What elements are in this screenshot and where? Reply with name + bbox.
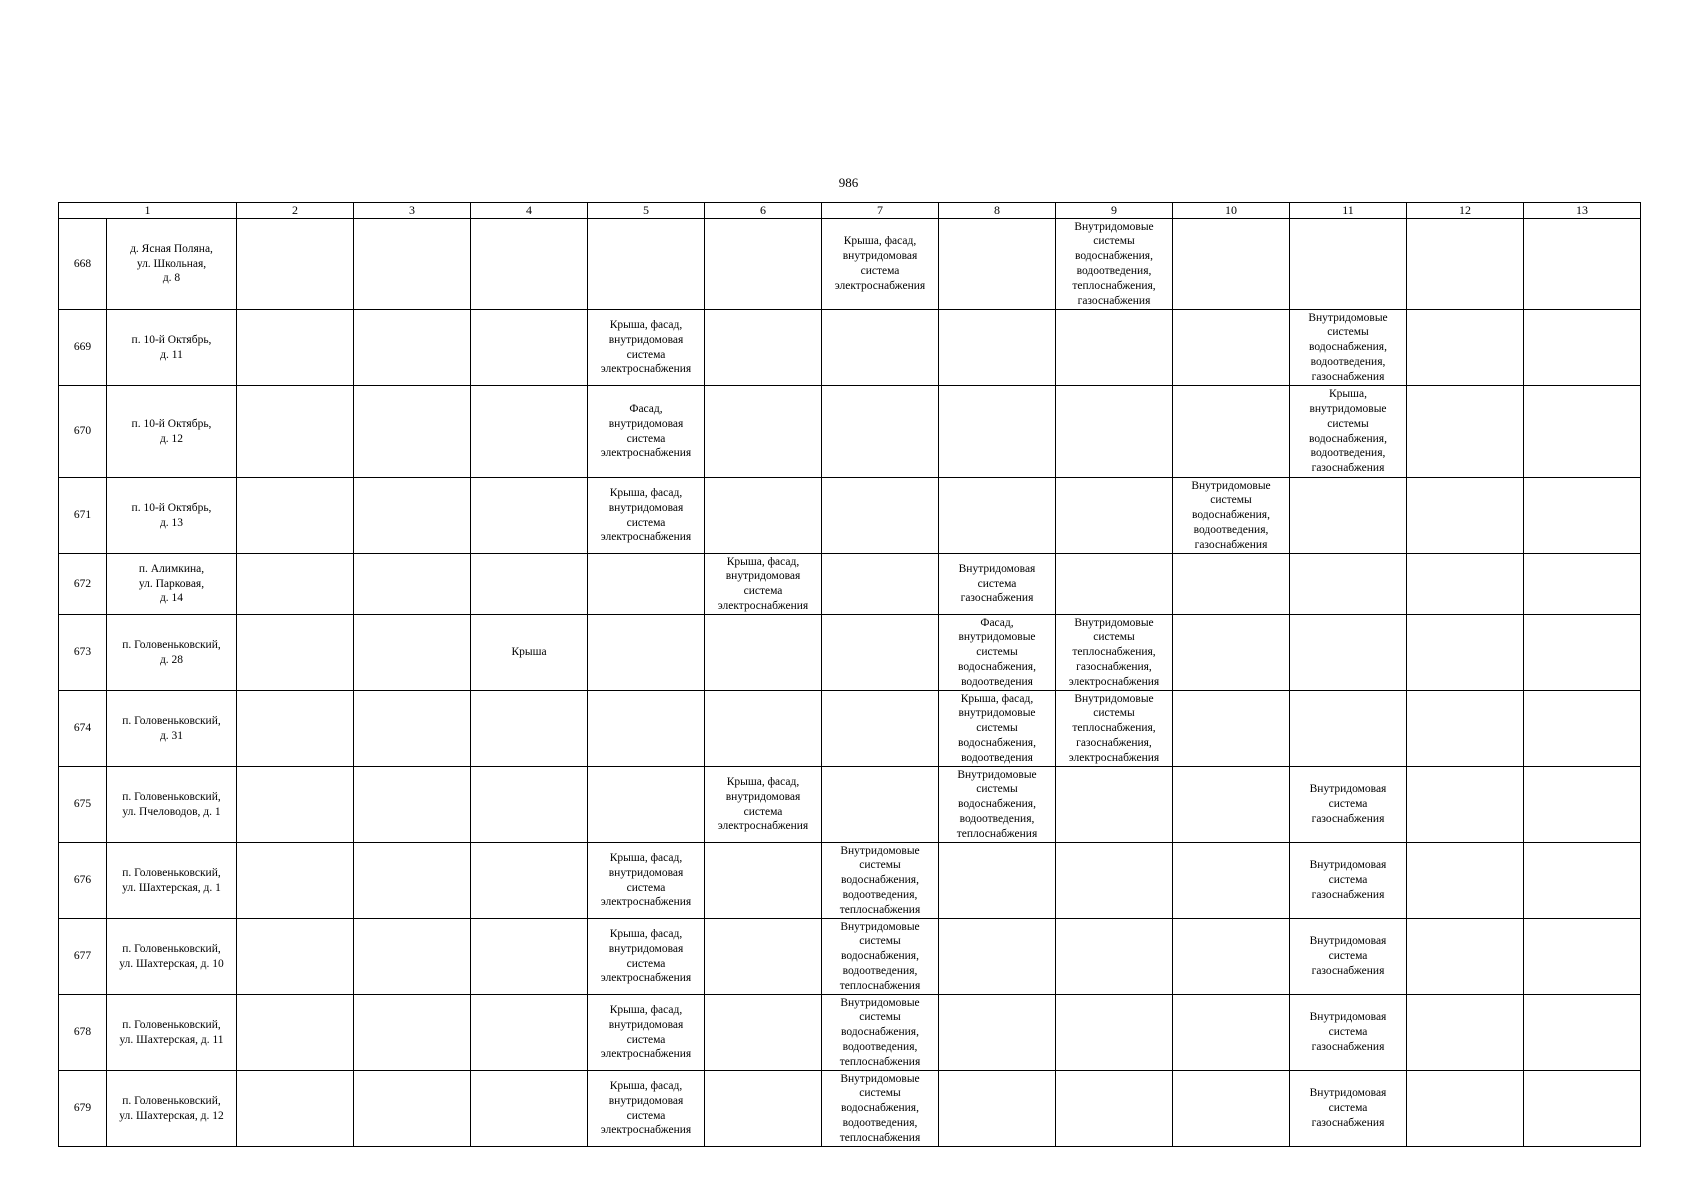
cell-col-6 bbox=[705, 478, 822, 554]
cell-col-9 bbox=[1056, 995, 1173, 1071]
row-number-text: 676 bbox=[73, 874, 92, 887]
cell-col-9 bbox=[1056, 219, 1173, 310]
cell-col-2 bbox=[237, 219, 354, 310]
cell-col-6 bbox=[705, 219, 822, 310]
column-header-3: 3 bbox=[354, 203, 471, 219]
cell-col-5 bbox=[588, 219, 705, 310]
column-header-9: 9 bbox=[1056, 203, 1173, 219]
cell-col-5-text: Крыша, фасад, внутридомовая система электроснабжения bbox=[600, 486, 692, 544]
address-cell bbox=[107, 995, 237, 1071]
column-header-5: 5 bbox=[588, 203, 705, 219]
cell-col-8 bbox=[939, 691, 1056, 767]
cell-col-13 bbox=[1524, 1071, 1641, 1147]
cell-col-12 bbox=[1407, 995, 1524, 1071]
row-number-text: 675 bbox=[73, 798, 92, 811]
cell-col-13 bbox=[1524, 919, 1641, 995]
cell-col-11 bbox=[1290, 691, 1407, 767]
repair-schedule-table bbox=[58, 202, 1641, 1147]
cell-col-9 bbox=[1056, 843, 1173, 919]
cell-col-11 bbox=[1290, 219, 1407, 310]
cell-col-7 bbox=[822, 615, 939, 691]
table-row bbox=[59, 995, 1641, 1071]
cell-col-9-text: Внутридомовые системы теплоснабжения, газоснабжения, электроснабжения bbox=[1068, 616, 1160, 689]
cell-col-7-text: Внутридомовые системы водоснабжения, водоотведения, теплоснабжения bbox=[839, 996, 921, 1069]
cell-col-4 bbox=[471, 843, 588, 919]
cell-col-5-text: Крыша, фасад, внутридомовая система электроснабжения bbox=[600, 851, 692, 909]
address-cell bbox=[107, 219, 237, 310]
cell-col-3 bbox=[354, 1071, 471, 1147]
cell-col-4 bbox=[471, 919, 588, 995]
cell-col-4 bbox=[471, 615, 588, 691]
cell-col-4 bbox=[471, 310, 588, 386]
cell-col-11-text: Внутридомовая система газоснабжения bbox=[1309, 859, 1387, 901]
cell-col-6-text: Крыша, фасад, внутридомовая система электроснабжения bbox=[717, 775, 809, 833]
cell-col-12 bbox=[1407, 615, 1524, 691]
row-number bbox=[59, 478, 107, 554]
cell-col-3 bbox=[354, 919, 471, 995]
cell-col-4 bbox=[471, 691, 588, 767]
cell-col-3 bbox=[354, 843, 471, 919]
cell-col-11-text: Внутридомовая система газоснабжения bbox=[1309, 783, 1387, 825]
cell-col-9 bbox=[1056, 310, 1173, 386]
cell-col-10 bbox=[1173, 843, 1290, 919]
cell-col-3 bbox=[354, 386, 471, 478]
cell-col-9 bbox=[1056, 1071, 1173, 1147]
row-number-text: 670 bbox=[73, 425, 92, 438]
cell-col-5-text: Крыша, фасад, внутридомовая система электроснабжения bbox=[600, 927, 692, 985]
table-row bbox=[59, 1071, 1641, 1147]
cell-col-12 bbox=[1407, 919, 1524, 995]
cell-col-4-text: Крыша bbox=[511, 646, 547, 659]
cell-col-5 bbox=[588, 1071, 705, 1147]
cell-col-7 bbox=[822, 478, 939, 554]
cell-col-10 bbox=[1173, 995, 1290, 1071]
cell-col-8-text: Внутридомовая система газоснабжения bbox=[958, 562, 1036, 605]
cell-col-8 bbox=[939, 919, 1056, 995]
cell-col-12 bbox=[1407, 386, 1524, 478]
column-header-12: 12 bbox=[1407, 203, 1524, 219]
cell-col-3 bbox=[354, 767, 471, 843]
address-cell-text: д. Ясная Поляна, ул. Школьная, д. 8 bbox=[130, 242, 213, 285]
cell-col-9-text: Внутридомовые системы водоснабжения, водоотведения, теплоснабжения, газоснабжения bbox=[1072, 220, 1156, 308]
row-number-text: 672 bbox=[73, 577, 92, 590]
row-number bbox=[59, 310, 107, 386]
cell-col-2 bbox=[237, 1071, 354, 1147]
cell-col-8 bbox=[939, 478, 1056, 554]
cell-col-4 bbox=[471, 219, 588, 310]
table-row bbox=[59, 843, 1641, 919]
cell-col-7-text: Внутридомовые системы водоснабжения, водоотведения, теплоснабжения bbox=[839, 920, 921, 993]
cell-col-5-text: Крыша, фасад, внутридомовая система электроснабжения bbox=[600, 318, 692, 376]
cell-col-7-text: Крыша, фасад, внутридомовая система электроснабжения bbox=[834, 235, 926, 292]
cell-col-2 bbox=[237, 615, 354, 691]
cell-col-8 bbox=[939, 386, 1056, 478]
cell-col-8 bbox=[939, 310, 1056, 386]
row-number bbox=[59, 554, 107, 615]
cell-col-3 bbox=[354, 478, 471, 554]
address-cell-text: п. Алимкина, ул. Парковая, д. 14 bbox=[138, 562, 205, 605]
cell-col-7 bbox=[822, 554, 939, 615]
cell-col-11 bbox=[1290, 919, 1407, 995]
cell-col-9 bbox=[1056, 554, 1173, 615]
column-header-13: 13 bbox=[1524, 203, 1641, 219]
address-cell bbox=[107, 691, 237, 767]
column-header-10: 10 bbox=[1173, 203, 1290, 219]
row-number-text: 668 bbox=[73, 257, 92, 270]
cell-col-2 bbox=[237, 310, 354, 386]
cell-col-3 bbox=[354, 554, 471, 615]
cell-col-4 bbox=[471, 995, 588, 1071]
table-row bbox=[59, 386, 1641, 478]
cell-col-9 bbox=[1056, 691, 1173, 767]
row-number-text: 671 bbox=[73, 509, 92, 522]
cell-col-11 bbox=[1290, 615, 1407, 691]
cell-col-9 bbox=[1056, 919, 1173, 995]
cell-col-3 bbox=[354, 219, 471, 310]
row-number bbox=[59, 843, 107, 919]
address-cell bbox=[107, 554, 237, 615]
column-header-11: 11 bbox=[1290, 203, 1407, 219]
cell-col-6 bbox=[705, 843, 822, 919]
cell-col-11-text: Внутридомовая система газоснабжения bbox=[1309, 1087, 1387, 1129]
table-row bbox=[59, 767, 1641, 843]
cell-col-12 bbox=[1407, 1071, 1524, 1147]
cell-col-5 bbox=[588, 310, 705, 386]
cell-col-11-text: Внутридомовая система газоснабжения bbox=[1309, 935, 1387, 977]
cell-col-11 bbox=[1290, 767, 1407, 843]
cell-col-9 bbox=[1056, 615, 1173, 691]
cell-col-6 bbox=[705, 615, 822, 691]
cell-col-5 bbox=[588, 615, 705, 691]
cell-col-12 bbox=[1407, 478, 1524, 554]
cell-col-3 bbox=[354, 995, 471, 1071]
address-cell-text: п. Головеньковский, ул. Пчеловодов, д. 1 bbox=[122, 790, 221, 818]
cell-col-10-text: Внутридомовые системы водоснабжения, водоотведения, газоснабжения bbox=[1191, 479, 1271, 552]
row-number bbox=[59, 386, 107, 478]
cell-col-2 bbox=[237, 919, 354, 995]
cell-col-4 bbox=[471, 767, 588, 843]
cell-col-12 bbox=[1407, 691, 1524, 767]
cell-col-5 bbox=[588, 691, 705, 767]
table-row bbox=[59, 310, 1641, 386]
address-cell-text: п. Головеньковский, ул. Шахтерская, д. 11 bbox=[119, 1018, 224, 1046]
address-cell-text: п. 10-й Октябрь, д. 12 bbox=[131, 417, 212, 445]
address-cell bbox=[107, 919, 237, 995]
table-row bbox=[59, 219, 1641, 310]
row-number-text: 678 bbox=[73, 1026, 92, 1039]
cell-col-8-text: Крыша, фасад, внутридомовые системы водоснабжения, водоотведения bbox=[958, 692, 1036, 765]
cell-col-6 bbox=[705, 554, 822, 615]
cell-col-8 bbox=[939, 767, 1056, 843]
cell-col-6 bbox=[705, 386, 822, 478]
cell-col-5 bbox=[588, 767, 705, 843]
cell-col-7 bbox=[822, 1071, 939, 1147]
cell-col-10 bbox=[1173, 478, 1290, 554]
cell-col-5 bbox=[588, 478, 705, 554]
cell-col-7 bbox=[822, 691, 939, 767]
column-header-4: 4 bbox=[471, 203, 588, 219]
cell-col-7 bbox=[822, 995, 939, 1071]
cell-col-11 bbox=[1290, 386, 1407, 478]
cell-col-10 bbox=[1173, 615, 1290, 691]
row-number bbox=[59, 1071, 107, 1147]
cell-col-7 bbox=[822, 386, 939, 478]
cell-col-11 bbox=[1290, 1071, 1407, 1147]
cell-col-3 bbox=[354, 691, 471, 767]
cell-col-13 bbox=[1524, 691, 1641, 767]
address-cell bbox=[107, 843, 237, 919]
row-number bbox=[59, 691, 107, 767]
table-row bbox=[59, 919, 1641, 995]
address-cell bbox=[107, 1071, 237, 1147]
cell-col-9-text: Внутридомовые системы теплоснабжения, газоснабжения, электроснабжения bbox=[1068, 692, 1160, 765]
table-row bbox=[59, 478, 1641, 554]
cell-col-5 bbox=[588, 843, 705, 919]
column-header-8: 8 bbox=[939, 203, 1056, 219]
column-header-2: 2 bbox=[237, 203, 354, 219]
table-header bbox=[59, 203, 1641, 219]
column-header-7: 7 bbox=[822, 203, 939, 219]
cell-col-5 bbox=[588, 554, 705, 615]
address-cell-text: п. 10-й Октябрь, д. 11 bbox=[131, 333, 212, 361]
cell-col-13 bbox=[1524, 310, 1641, 386]
address-cell bbox=[107, 386, 237, 478]
cell-col-6 bbox=[705, 919, 822, 995]
cell-col-13 bbox=[1524, 615, 1641, 691]
address-cell-text: п. Головеньковский, ул. Шахтерская, д. 12 bbox=[119, 1094, 224, 1122]
cell-col-5 bbox=[588, 995, 705, 1071]
address-cell-text: п. Головеньковский, д. 31 bbox=[122, 714, 221, 742]
cell-col-3 bbox=[354, 310, 471, 386]
address-cell bbox=[107, 615, 237, 691]
cell-col-10 bbox=[1173, 554, 1290, 615]
cell-col-13 bbox=[1524, 767, 1641, 843]
cell-col-10 bbox=[1173, 919, 1290, 995]
row-number bbox=[59, 995, 107, 1071]
cell-col-5-text: Крыша, фасад, внутридомовая система электроснабжения bbox=[600, 1079, 692, 1137]
address-cell-text: п. Головеньковский, ул. Шахтерская, д. 10 bbox=[119, 942, 224, 970]
address-cell bbox=[107, 310, 237, 386]
cell-col-8 bbox=[939, 1071, 1056, 1147]
address-cell-text: п. Головеньковский, ул. Шахтерская, д. 1 bbox=[122, 866, 221, 894]
cell-col-11-text: Крыша, внутридомовые системы водоснабжения, водоотведения, газоснабжения bbox=[1309, 387, 1387, 475]
row-number bbox=[59, 767, 107, 843]
cell-col-10 bbox=[1173, 219, 1290, 310]
column-header-6: 6 bbox=[705, 203, 822, 219]
cell-col-9 bbox=[1056, 386, 1173, 478]
address-cell bbox=[107, 478, 237, 554]
cell-col-9 bbox=[1056, 767, 1173, 843]
cell-col-5 bbox=[588, 386, 705, 478]
cell-col-11 bbox=[1290, 995, 1407, 1071]
cell-col-2 bbox=[237, 554, 354, 615]
cell-col-6 bbox=[705, 310, 822, 386]
cell-col-2 bbox=[237, 478, 354, 554]
header-row bbox=[59, 203, 1641, 219]
cell-col-7 bbox=[822, 767, 939, 843]
cell-col-11-text: Внутридомовая система газоснабжения bbox=[1309, 1011, 1387, 1053]
cell-col-4 bbox=[471, 554, 588, 615]
table-row bbox=[59, 691, 1641, 767]
cell-col-8-text: Фасад, внутридомовые системы водоснабжения, водоотведения bbox=[958, 616, 1036, 689]
cell-col-2 bbox=[237, 767, 354, 843]
cell-col-12 bbox=[1407, 554, 1524, 615]
cell-col-10 bbox=[1173, 1071, 1290, 1147]
row-number-text: 673 bbox=[73, 646, 92, 659]
cell-col-12 bbox=[1407, 843, 1524, 919]
cell-col-2 bbox=[237, 691, 354, 767]
cell-col-5-text: Фасад, внутридомовая система электроснабжения bbox=[600, 402, 692, 460]
cell-col-5-text: Крыша, фасад, внутридомовая система электроснабжения bbox=[600, 1003, 692, 1061]
table-row bbox=[59, 615, 1641, 691]
cell-col-9 bbox=[1056, 478, 1173, 554]
cell-col-7 bbox=[822, 919, 939, 995]
row-number-text: 674 bbox=[73, 722, 92, 735]
cell-col-4 bbox=[471, 1071, 588, 1147]
cell-col-7 bbox=[822, 219, 939, 310]
cell-col-11 bbox=[1290, 554, 1407, 615]
cell-col-8-text: Внутридомовые системы водоснабжения, водоотведения, теплоснабжения bbox=[956, 768, 1038, 841]
cell-col-4 bbox=[471, 478, 588, 554]
cell-col-6 bbox=[705, 767, 822, 843]
cell-col-10 bbox=[1173, 386, 1290, 478]
cell-col-2 bbox=[237, 386, 354, 478]
cell-col-5 bbox=[588, 919, 705, 995]
cell-col-8 bbox=[939, 995, 1056, 1071]
cell-col-13 bbox=[1524, 386, 1641, 478]
cell-col-11 bbox=[1290, 843, 1407, 919]
cell-col-13 bbox=[1524, 554, 1641, 615]
cell-col-7 bbox=[822, 843, 939, 919]
cell-col-8 bbox=[939, 554, 1056, 615]
cell-col-3 bbox=[354, 615, 471, 691]
cell-col-12 bbox=[1407, 219, 1524, 310]
cell-col-7-text: Внутридомовые системы водоснабжения, водоотведения, теплоснабжения bbox=[839, 1072, 921, 1145]
address-cell bbox=[107, 767, 237, 843]
cell-col-10 bbox=[1173, 691, 1290, 767]
cell-col-11 bbox=[1290, 478, 1407, 554]
cell-col-8 bbox=[939, 843, 1056, 919]
cell-col-7 bbox=[822, 310, 939, 386]
cell-col-2 bbox=[237, 843, 354, 919]
cell-col-6 bbox=[705, 1071, 822, 1147]
cell-col-13 bbox=[1524, 219, 1641, 310]
cell-col-13 bbox=[1524, 995, 1641, 1071]
address-cell-text: п. Головеньковский, д. 28 bbox=[122, 638, 221, 666]
cell-col-8 bbox=[939, 219, 1056, 310]
cell-col-12 bbox=[1407, 310, 1524, 386]
cell-col-13 bbox=[1524, 478, 1641, 554]
cell-col-10 bbox=[1173, 310, 1290, 386]
row-number-text: 669 bbox=[73, 341, 92, 354]
cell-col-7-text: Внутридомовые системы водоснабжения, водоотведения, теплоснабжения bbox=[839, 844, 921, 917]
row-number-text: 679 bbox=[73, 1102, 92, 1115]
page-number: 986 bbox=[838, 175, 859, 190]
cell-col-6 bbox=[705, 691, 822, 767]
cell-col-8 bbox=[939, 615, 1056, 691]
cell-col-12 bbox=[1407, 767, 1524, 843]
row-number-text: 677 bbox=[73, 950, 92, 963]
cell-col-6-text: Крыша, фасад, внутридомовая система электроснабжения bbox=[717, 555, 809, 613]
row-number bbox=[59, 219, 107, 310]
cell-col-4 bbox=[471, 386, 588, 478]
row-number bbox=[59, 615, 107, 691]
cell-col-11-text: Внутридомовые системы водоснабжения, водоотведения, газоснабжения bbox=[1308, 311, 1388, 384]
row-number bbox=[59, 919, 107, 995]
cell-col-10 bbox=[1173, 767, 1290, 843]
column-header-1: 1 bbox=[59, 203, 237, 219]
cell-col-6 bbox=[705, 995, 822, 1071]
address-cell-text: п. 10-й Октябрь, д. 13 bbox=[131, 501, 212, 529]
cell-col-13 bbox=[1524, 843, 1641, 919]
cell-col-11 bbox=[1290, 310, 1407, 386]
table-body bbox=[59, 219, 1641, 1147]
cell-col-2 bbox=[237, 995, 354, 1071]
table-row bbox=[59, 554, 1641, 615]
